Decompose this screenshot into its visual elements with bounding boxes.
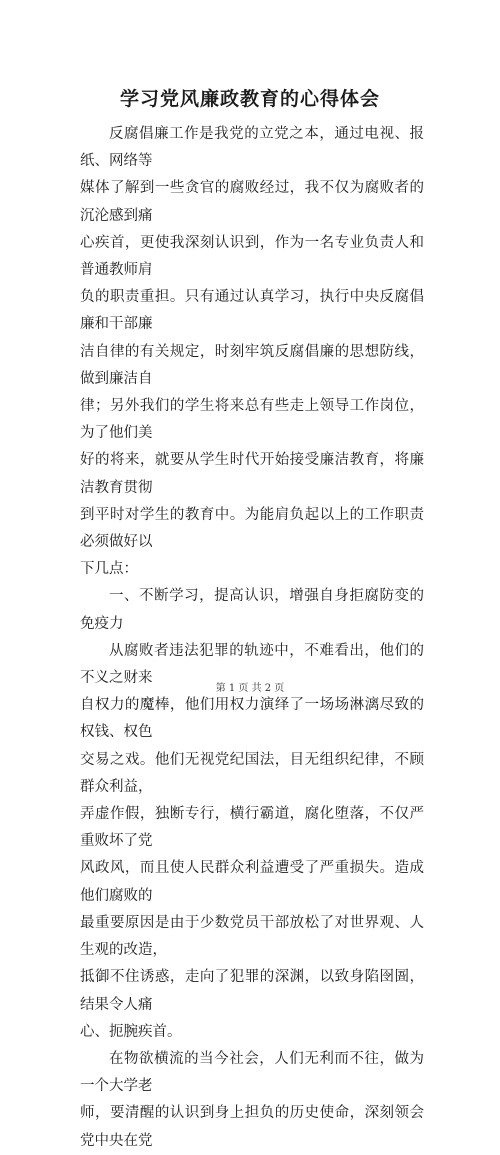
paragraph-intro: 反腐倡廉工作是我党的立党之本，通过电视、报纸、网络等 媒体了解到一些贪官的腐败经过，我不仅为腐败者的沉沦感到痛 心疾首，更使我深刻认识到，作为一名专业负责人和普通教师肩 负的职责重担。只有通过认真学习，执行中央反腐倡廉和干部廉 洁自律的有关规定，时刻牢筑反腐倡廉的思想防线，做到廉洁自 律；另外我们的学生将来总有些走上领导工作岗位，为了他们美 好的将来，就要从学生时代开始接受廉洁教育，将廉洁教育贯彻 到平时对学生的教育中。为能肩负起以上的工作职责必须做好以 下几点： xyxy=(80,126,424,578)
document-body xyxy=(80,121,424,1155)
paragraph-corruption-analysis: 从腐败者违法犯罪的轨迹中，不难看出，他们的不义之财来 自权力的魔棒，他们用权力演绎了一场场淋漓尽致的权钱、权色 交易之戏。他们无视党纪国法，目无组织纪律，不顾群众利益， 弄虚作假，独断专行，横行霸道，腐化堕落，不仅严重败坏了党 风政风，而且使人民群众利益遭受了严重损失。造成他们腐败的 最重要原因是由于少数党员干部放松了对世界观、人生观的改造， 抵御不住诱惑，走向了犯罪的深渊，以致身陷囹圄，结果令人痛 心、扼腕疾首。 xyxy=(80,642,424,1040)
document-title: 学习党风廉政教育的心得体会 xyxy=(119,88,380,110)
page-number-footer: 第 1 页 共 2 页 xyxy=(215,683,285,694)
section-heading-1: 一、不断学习，提高认识，增强自身拒腐防变的免疫力 xyxy=(80,588,424,632)
paragraph-society: 在物欲横流的当今社会，人们无利而不往，做为一个大学老 师，要清醒的认识到身上担负的历史使命，深刻领会党中央在党 xyxy=(80,1050,424,1149)
